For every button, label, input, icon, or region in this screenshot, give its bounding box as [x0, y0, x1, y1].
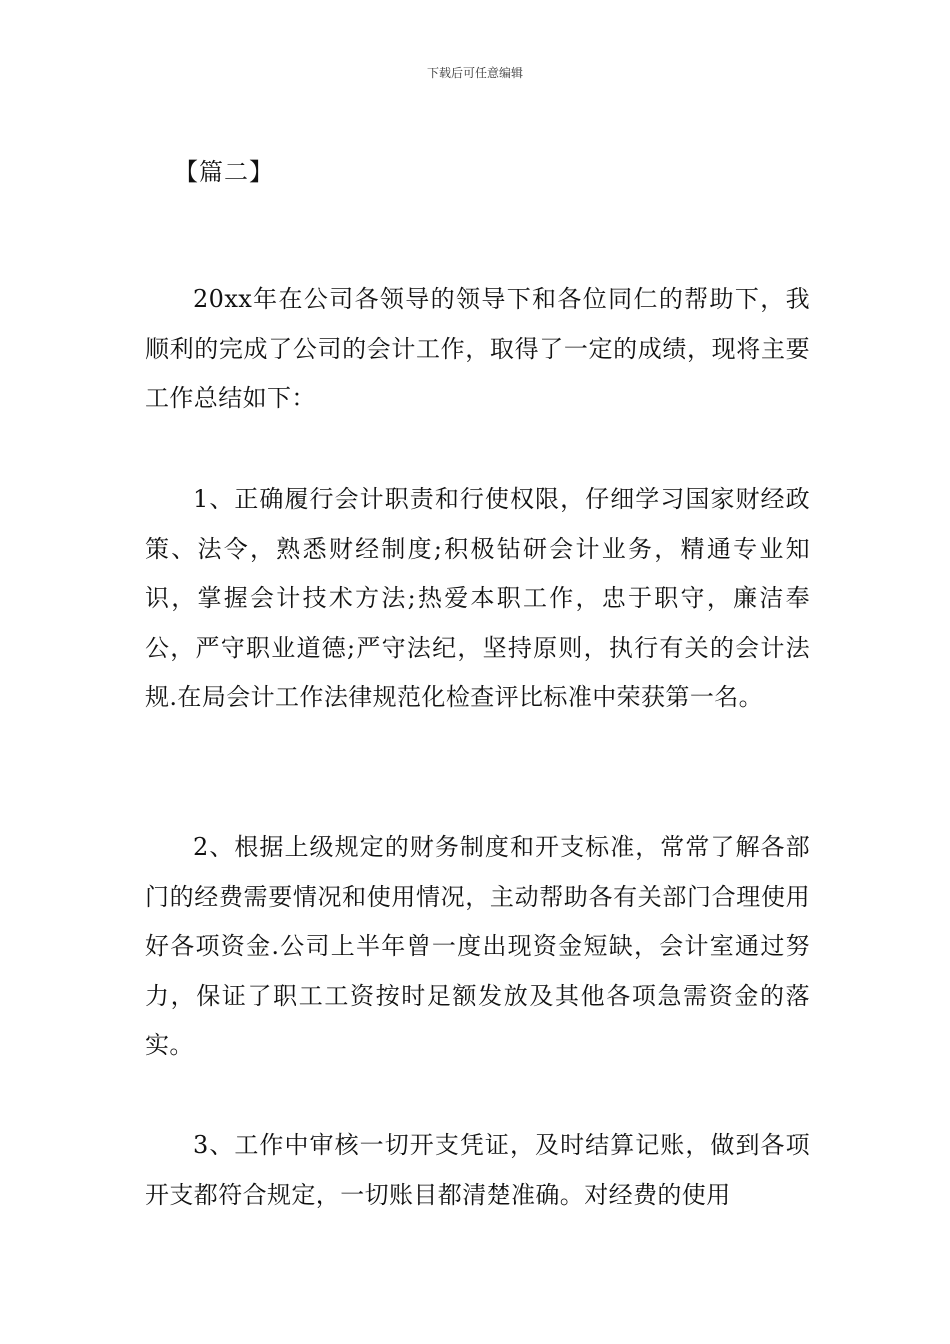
section-title: 【篇二】: [174, 158, 274, 186]
work-item-1-paragraph: 1、正确履行会计职责和行使权限，仔细学习国家财经政策、法令，熟悉财经制度;积极钻研会计业务，精通专业知识，掌握会计技术方法;热爱本职工作，忠于职守，廉洁奉公，严守职业道德;严守法纪，坚持原则，执行有关的会计法规.在局会计工作法律规范化检查评比标准中荣获第一名。: [145, 485, 810, 711]
intro-paragraph: 20xx年在公司各领导的领导下和各位同仁的帮助下，我顺利的完成了公司的会计工作，取得了一定的成绩，现将主要工作总结如下：: [145, 285, 810, 412]
work-item-3-paragraph: 3、工作中审核一切开支凭证，及时结算记账，做到各项开支都符合规定，一切账目都清楚准确。对经费的使用: [145, 1131, 810, 1209]
page-header-note: 下载后可任意编辑: [426, 66, 523, 80]
work-item-2-paragraph: 2、根据上级规定的财务制度和开支标准，常常了解各部门的经费需要情况和使用情况，主动帮助各有关部门合理使用好各项资金.公司上半年曾一度出现资金短缺，会计室通过努力，保证了职工工资按时足额发放及其他各项急需资金的落实。: [145, 833, 810, 1059]
